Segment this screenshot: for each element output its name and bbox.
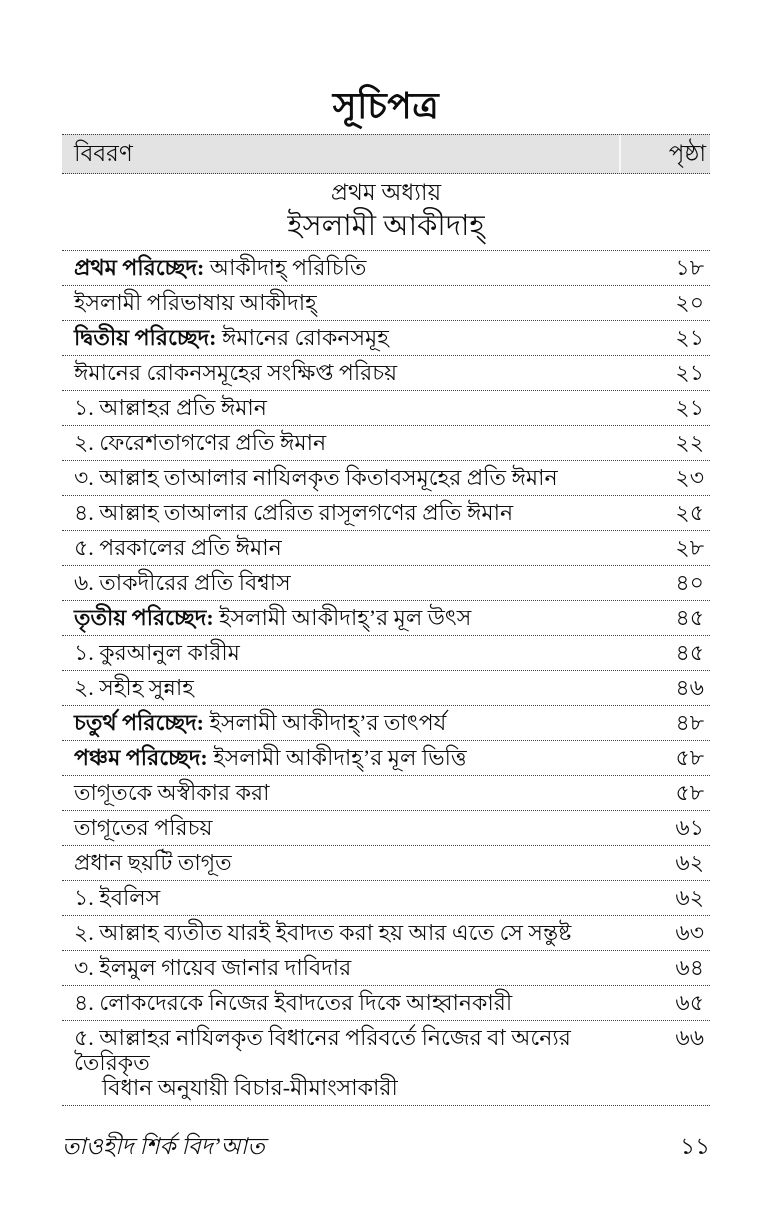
- row-title-text: ৩. ইলমুল গায়েব জানার দাবিদার: [74, 955, 352, 980]
- row-title-text: প্রধান ছয়টি তাগূত: [74, 850, 232, 875]
- row-description: [74, 465, 640, 490]
- row-section-prefix: তৃতীয় পরিচ্ছেদ:: [74, 605, 214, 630]
- row-title-text: ৫. আল্লাহর নাযিলকৃত বিধানের পরিবর্তে নিজের বা অন্যের তৈরিকৃত: [74, 1025, 571, 1075]
- toc-row: [62, 636, 710, 671]
- row-page-number: ২৮: [675, 535, 704, 560]
- description-column-label: বিবরণ: [74, 140, 133, 166]
- row-description: [74, 255, 640, 280]
- row-title-text: তাগূতের পরিচয়: [74, 815, 213, 840]
- toc-row: [62, 496, 710, 531]
- row-title-text: ১. ইবলিস: [74, 885, 161, 910]
- row-page-number: ২৫: [675, 500, 704, 525]
- row-description: [74, 500, 640, 525]
- row-description: [74, 850, 640, 875]
- row-page-number: ৪৮: [675, 710, 704, 735]
- row-title-text: ইসলামী আকীদাহ্’র তাৎপর্য: [204, 710, 447, 735]
- toc-row: [62, 356, 710, 391]
- row-title-text: ৪. আল্লাহ তাআলার প্রেরিত রাসূলগণের প্রতি ঈমান: [74, 500, 514, 525]
- toc-row: [62, 986, 710, 1021]
- toc-row: [62, 461, 710, 496]
- page-footer: [62, 1132, 710, 1162]
- toc-row: [62, 706, 710, 741]
- row-description: [74, 605, 640, 630]
- row-page-number: ৪০: [675, 570, 704, 595]
- row-page-number: ৫৮: [675, 745, 704, 770]
- toc-row: [62, 531, 710, 566]
- row-page-number: ২১: [675, 325, 704, 350]
- row-title-text: তাগূতকে অস্বীকার করা: [74, 780, 270, 805]
- row-title-text: ঈমানের রোকনসমূহের সংক্ষিপ্ত পরিচয়: [74, 360, 398, 385]
- row-title-text: ইসলামী আকীদাহ্’র মূল উৎস: [213, 605, 472, 630]
- toc-row: [62, 951, 710, 986]
- toc-header-row: [62, 134, 710, 174]
- row-page-number: ৬৫: [675, 990, 704, 1015]
- row-title-text: ১. আল্লাহর প্রতি ঈমান: [74, 395, 267, 420]
- row-description: [74, 325, 640, 350]
- page-title: সূচিপত্র: [332, 86, 440, 126]
- row-page-number: ২১: [675, 360, 704, 385]
- toc-row: [62, 741, 710, 776]
- chapter-heading: [62, 174, 710, 250]
- toc-row: [62, 811, 710, 846]
- row-title-text: ২. আল্লাহ ব্যতীত যারই ইবাদত করা হয় আর এতে সে সন্তুষ্ট: [74, 920, 572, 945]
- row-description: [74, 885, 640, 910]
- chapter-title: ইসলামী আকীদাহ্: [287, 210, 485, 242]
- row-page-number: ৬৪: [675, 955, 704, 980]
- toc-rows: [62, 250, 710, 1106]
- row-section-prefix: পঞ্চম পরিচ্ছেদ:: [74, 745, 208, 770]
- row-title-text: ২. ফেরেশতাগণের প্রতি ঈমান: [74, 430, 327, 455]
- toc-row: [62, 391, 710, 426]
- row-title-second-line: বিধান অনুযায়ী বিচার-মীমাংসাকারী: [102, 1075, 398, 1100]
- page-column-label: পৃষ্ঠা: [619, 135, 710, 173]
- row-title-text: ইসলামী পরিভাষায় আকীদাহ্: [74, 290, 317, 315]
- toc-row: [62, 286, 710, 321]
- row-page-number: ২২: [675, 430, 704, 455]
- toc-row: [62, 601, 710, 636]
- toc-row: [62, 776, 710, 811]
- row-page-number: ৬২: [675, 850, 704, 875]
- row-page-number: ৪৬: [675, 675, 704, 700]
- row-description: [74, 395, 640, 420]
- row-description: [74, 780, 640, 805]
- row-description: [74, 920, 640, 945]
- row-title-text: ১. কুরআনুল কারীম: [74, 640, 240, 665]
- row-title-text: ৪. লোকদেরকে নিজের ইবাদতের দিকে আহ্বানকারী: [74, 990, 513, 1015]
- toc-row: [62, 1021, 710, 1106]
- toc-row: [62, 846, 710, 881]
- chapter-kicker: প্রথম অধ্যায়: [330, 180, 442, 205]
- row-title-text: আকীদাহ্ পরিচিতি: [204, 255, 367, 280]
- row-page-number: ৬১: [675, 815, 704, 840]
- toc-row: [62, 321, 710, 356]
- toc-row: [62, 916, 710, 951]
- row-title-text: ২. সহীহ সুন্নাহ: [74, 675, 194, 700]
- row-page-number: ২৩: [675, 465, 704, 490]
- row-description: [74, 745, 640, 770]
- row-description: [74, 360, 640, 385]
- row-description: [74, 1025, 640, 1100]
- row-title-text: ৩. আল্লাহ তাআলার নাযিলকৃত কিতাবসমূহের প্রতি ঈমান: [74, 465, 558, 490]
- toc-row: [62, 251, 710, 286]
- row-description: [74, 640, 640, 665]
- row-description: [74, 990, 640, 1015]
- row-page-number: ৪৫: [675, 640, 704, 665]
- row-description: [74, 815, 640, 840]
- row-title-text: ঈমানের রোকনসমূহ: [216, 325, 389, 350]
- row-page-number: ২১: [675, 395, 704, 420]
- row-page-number: ৪৫: [675, 605, 704, 630]
- row-page-number: ৬৬: [675, 1025, 704, 1050]
- toc-row: [62, 426, 710, 461]
- row-page-number: ৫৮: [675, 780, 704, 805]
- row-page-number: ৬২: [675, 885, 704, 910]
- toc-row: [62, 881, 710, 916]
- row-description: [74, 955, 640, 980]
- row-section-prefix: প্রথম পরিচ্ছেদ:: [74, 255, 205, 280]
- row-description: [74, 430, 640, 455]
- row-description: [74, 570, 640, 595]
- row-description: [74, 710, 640, 735]
- row-section-prefix: দ্বিতীয় পরিচ্ছেদ:: [74, 325, 217, 350]
- row-title-text: ৫. পরকালের প্রতি ঈমান: [74, 535, 282, 560]
- row-section-prefix: চতুর্থ পরিচ্ছেদ:: [74, 710, 205, 735]
- row-title-text: ৬. তাকদীরের প্রতি বিশ্বাস: [74, 570, 291, 595]
- row-page-number: ৬৩: [675, 920, 704, 945]
- footer-page-number: ১১: [680, 1134, 710, 1159]
- toc-row: [62, 671, 710, 706]
- footer-book-title: তাওহীদ শির্ক বিদ’আত: [62, 1134, 265, 1159]
- row-description: [74, 675, 640, 700]
- toc-row: [62, 566, 710, 601]
- row-title-text: ইসলামী আকীদাহ্’র মূল ভিত্তি: [207, 745, 467, 770]
- row-page-number: ২০: [675, 290, 704, 315]
- row-description: [74, 535, 640, 560]
- row-description: [74, 290, 640, 315]
- row-page-number: ১৮: [675, 255, 704, 280]
